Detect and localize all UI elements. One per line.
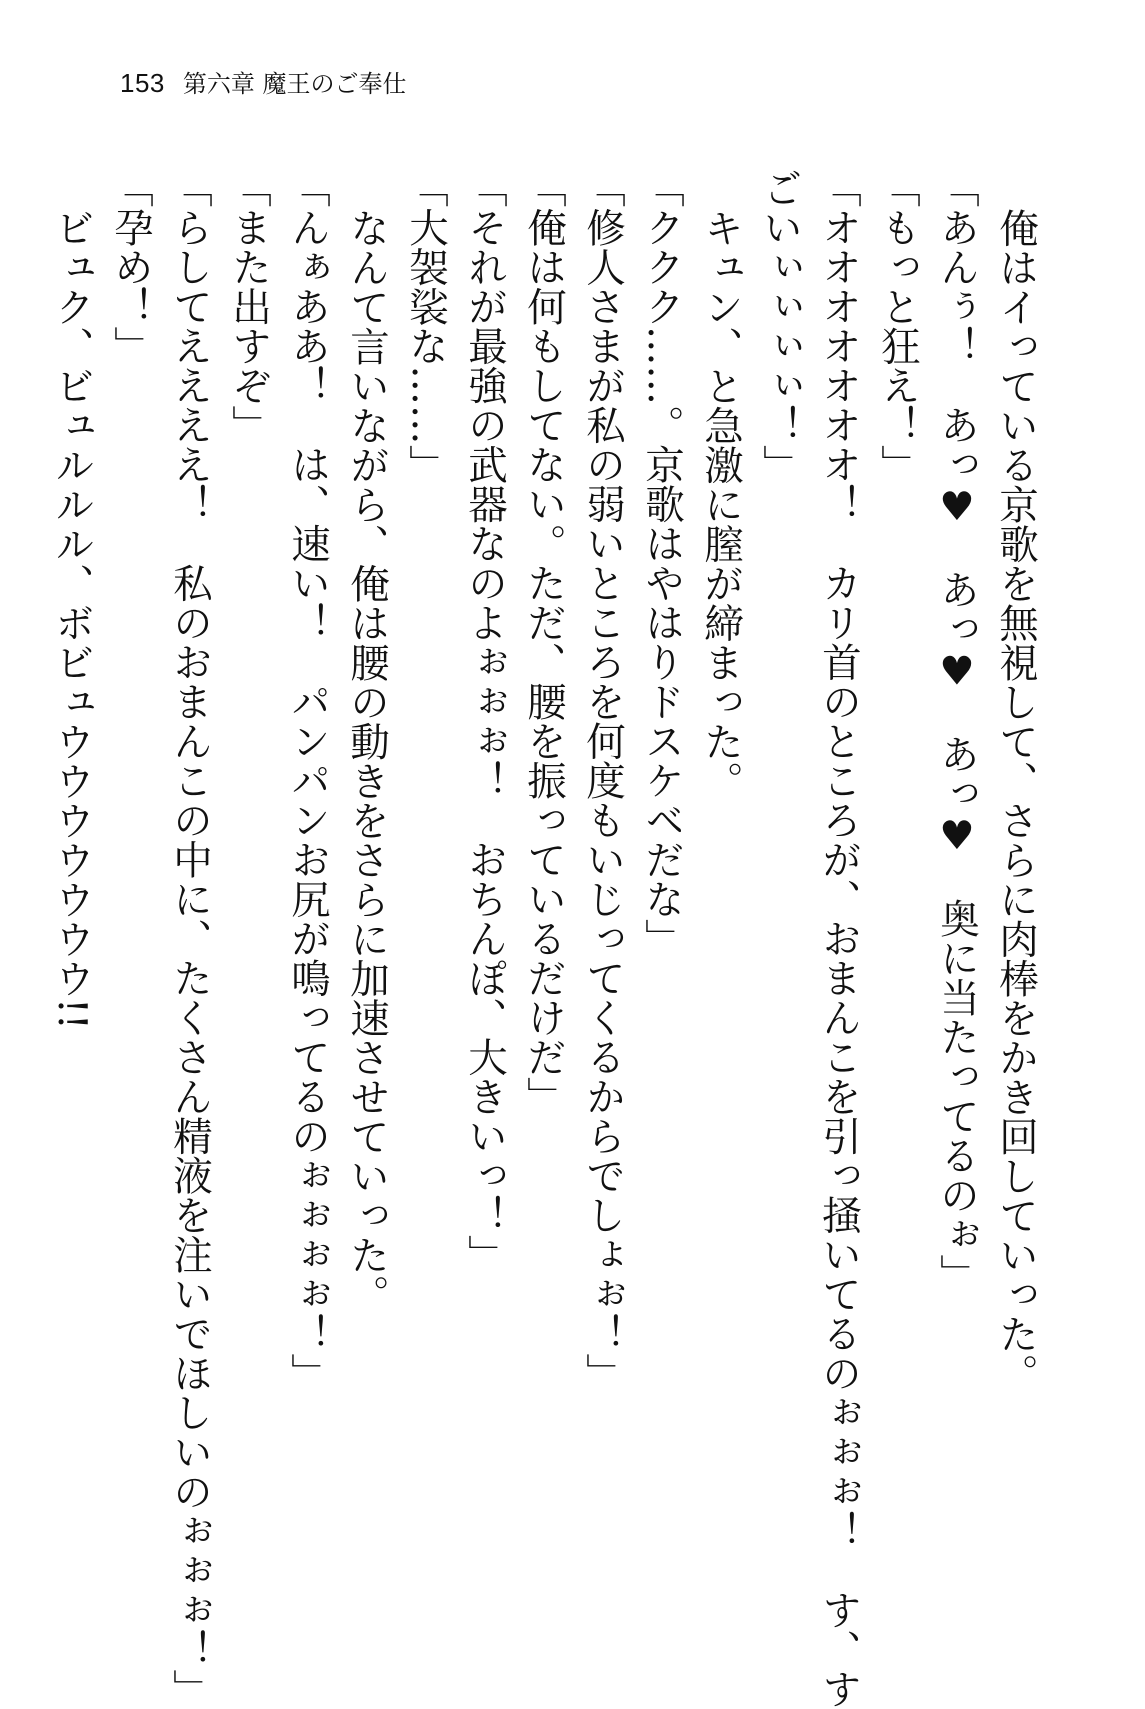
text-line: 「んぁああ！ は、速い！ パンパンお尻が鳴ってるのぉぉぉぉ！」 <box>285 168 331 1393</box>
text-line: キュン、と急激に膣が締まった。 <box>698 207 744 800</box>
text-line: なんて言いながら、俺は腰の動きをさらに加速させていった。 <box>344 207 390 1314</box>
text-line: ビュク、ビュルルル、ボビュウウウウウウウ!! <box>49 207 95 1030</box>
text-line: 「それが最強の武器なのよぉぉぉ！ おちんぽ、大きいっ！」 <box>462 168 508 1274</box>
text-line: 「修人さまが私の弱いところを何度もいじってくるからでしょぉ！」 <box>580 168 626 1393</box>
page-header <box>120 64 407 104</box>
text-line: 「俺は何もしてない。ただ、腰を振っているだけだ」 <box>521 168 567 1116</box>
text-line: 「ククク……。京歌はやはりドスケベだな」 <box>639 168 685 958</box>
running-title: 第六章 魔王のご奉仕 <box>182 70 407 98</box>
text-line: ごいぃぃぃぃ！」 <box>757 168 803 484</box>
text-line: 「らしてええええ！ 私のおまんこの中に、たくさん精液を注いでほしいのぉぉぉ！」 <box>167 168 213 1709</box>
text-line: 「孕め！」 <box>108 168 154 366</box>
text-line: 「オオオオオオオ！ カリ首のところが、おまんこを引っ掻いてるのぉぉぉ！ す、す <box>816 168 862 1709</box>
page-number: 153 <box>120 68 165 98</box>
text-line: 「もっと狂え！」 <box>875 168 921 484</box>
vertical-text-body <box>49 168 1045 1709</box>
text-line: 「あんぅ！ あっ♥ あっ♥ あっ♥ 奥に当たってるのぉ」 <box>934 168 980 1294</box>
text-line: 「大袈裟な……」 <box>403 168 449 484</box>
text-line: 俺はイっている京歌を無視して、さらに肉棒をかき回していった。 <box>993 207 1039 1393</box>
text-line: 「また出すぞ」 <box>226 168 272 445</box>
